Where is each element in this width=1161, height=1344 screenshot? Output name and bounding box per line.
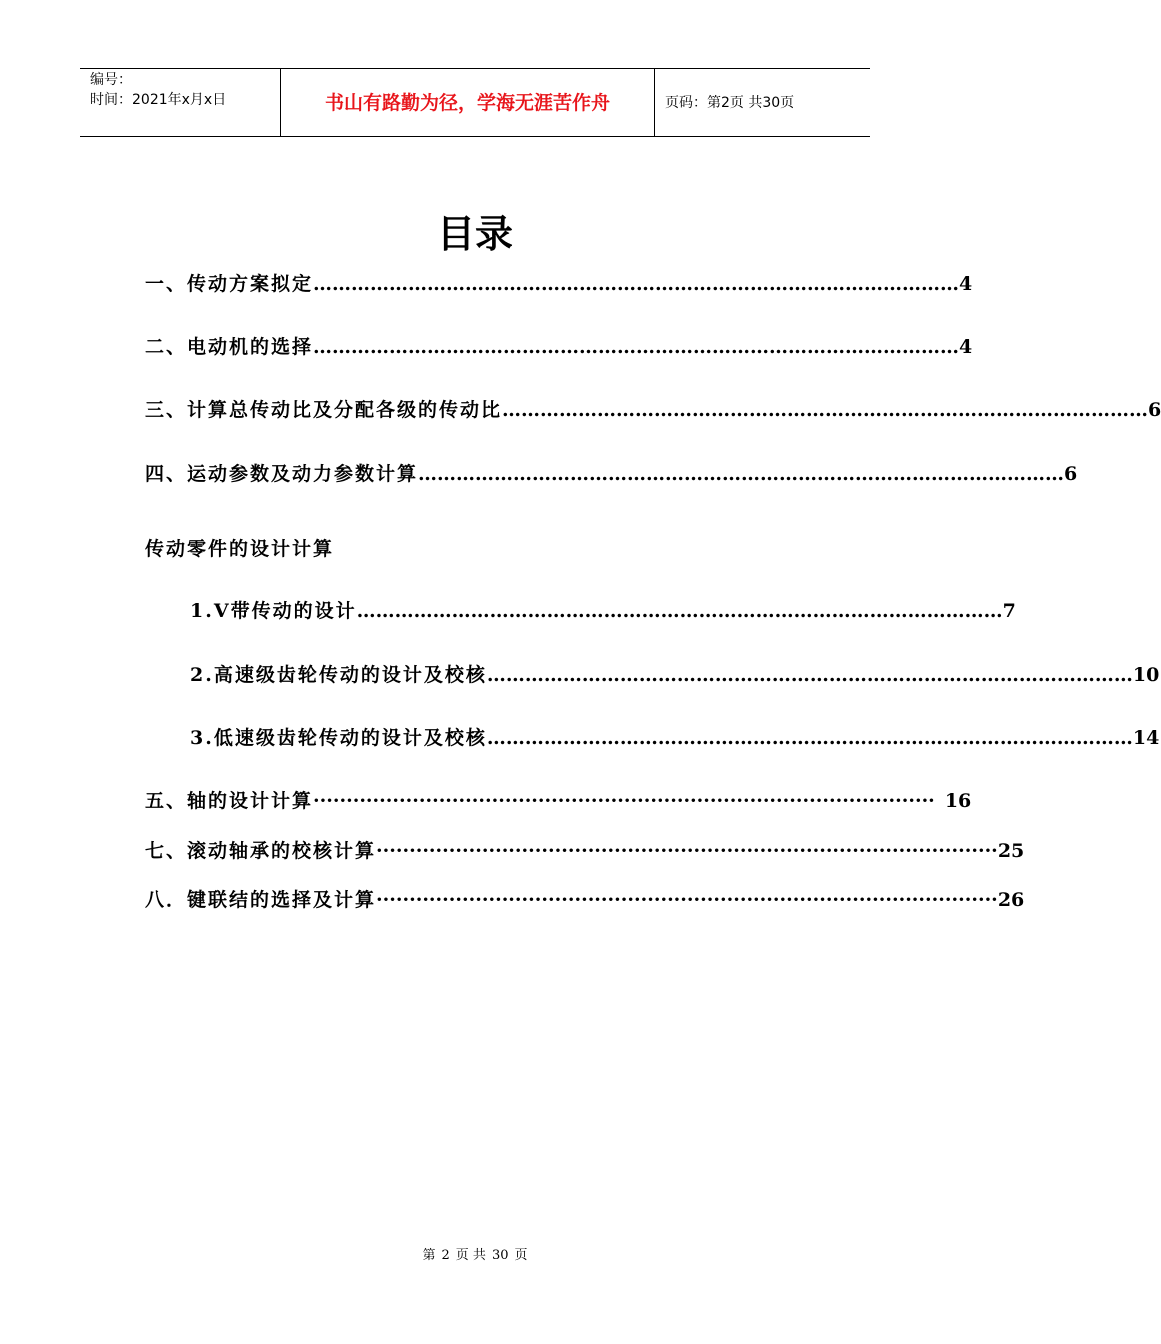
toc-entry-page: 4 xyxy=(959,273,973,295)
toc-leader: ………………………………………………………………………………………… xyxy=(502,399,1149,421)
toc-entry-1[interactable] xyxy=(145,271,973,297)
toc-entry-page: 7 xyxy=(1002,600,1016,622)
header-page-number: 页码：第2页 共30页 xyxy=(665,95,795,111)
toc-entry-label: 四、运动参数及动力参数计算 xyxy=(145,463,419,485)
toc-entry-label: 三、计算总传动比及分配各级的传动比 xyxy=(145,399,503,421)
toc-leader: ······························································································ xyxy=(313,790,935,812)
toc-entry-3[interactable] xyxy=(145,397,1161,423)
toc-entry-6[interactable] xyxy=(190,662,1160,688)
page-header xyxy=(80,68,870,137)
footer-middle: 页 共 xyxy=(455,1248,486,1263)
toc-entry-label: 一、传动方案拟定 xyxy=(145,273,314,295)
toc-leader: ………………………………………………………………………………………… xyxy=(418,463,1065,485)
toc-entry-page: 14 xyxy=(1132,727,1160,749)
toc-leader: ······························································································ xyxy=(376,889,998,911)
toc-entry-label: 八．键联结的选择及计算 xyxy=(145,889,377,911)
toc-entry-label: 二、电动机的选择 xyxy=(145,336,314,358)
toc-entry-label: 七、滚动轴承的校核计算 xyxy=(145,840,377,862)
toc-entry-label: 五、轴的设计计算 xyxy=(145,790,314,812)
footer-current-page: 2 xyxy=(441,1248,450,1263)
toc-entry-2[interactable] xyxy=(145,334,973,360)
toc-entry-4[interactable] xyxy=(145,461,1078,487)
toc-entry-7[interactable] xyxy=(190,725,1160,751)
section-heading: 传动零件的设计计算 xyxy=(145,538,335,560)
footer-total-pages: 30 xyxy=(491,1248,509,1263)
toc-entry-page: 4 xyxy=(959,336,973,358)
toc-entry-label: 1.V带传动的设计 xyxy=(190,600,357,622)
toc-leader: ………………………………………………………………………………………… xyxy=(356,600,1003,622)
footer-suffix: 页 xyxy=(514,1248,528,1263)
toc-entry-page: 26 xyxy=(997,889,1025,911)
toc-leader: ······························································································ xyxy=(376,840,998,862)
toc-entry-page: 16 xyxy=(944,790,972,812)
toc-leader: ………………………………………………………………………………………… xyxy=(486,664,1133,686)
toc-leader: ………………………………………………………………………………………… xyxy=(313,336,960,358)
toc-leader: ………………………………………………………………………………………… xyxy=(486,727,1133,749)
serial-label: 编号： xyxy=(90,72,132,88)
page-title: 目录 xyxy=(436,212,513,256)
toc-entry-page: 6 xyxy=(1064,463,1078,485)
header-meta-cell xyxy=(80,69,280,136)
header-page-cell xyxy=(655,69,870,136)
header-motto-cell xyxy=(280,69,655,136)
motto: 书山有路勤为径，学海无涯苦作舟 xyxy=(324,92,610,114)
toc-entry-page: 6 xyxy=(1148,399,1161,421)
footer-prefix: 第 xyxy=(422,1248,436,1263)
toc-entry-label: 3.低速级齿轮传动的设计及校核 xyxy=(190,727,487,749)
time-label: 时间：2021年x月x日 xyxy=(90,92,227,108)
toc-entry-10[interactable] xyxy=(145,887,1025,913)
page-footer xyxy=(0,1247,950,1265)
toc-entry-5[interactable] xyxy=(190,598,1016,624)
toc-entry-label: 2.高速级齿轮传动的设计及校核 xyxy=(190,664,487,686)
toc-entry-page: 10 xyxy=(1132,664,1160,686)
toc-entry-8[interactable] xyxy=(145,788,972,814)
toc-leader: ………………………………………………………………………………………… xyxy=(313,273,960,295)
toc-entry-page: 25 xyxy=(997,840,1025,862)
toc-entry-9[interactable] xyxy=(145,838,1025,864)
